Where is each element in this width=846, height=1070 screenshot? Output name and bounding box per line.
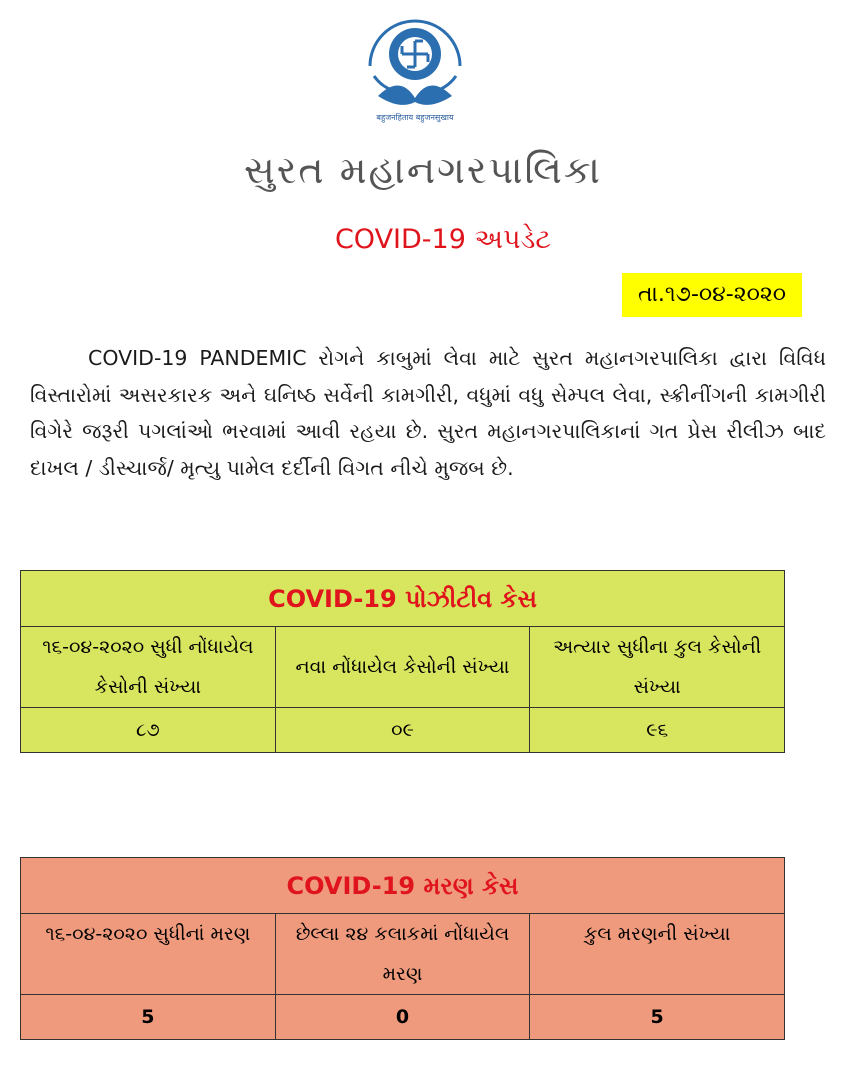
column-header: અત્યાર સુધીના કુલ કેસોની સંખ્યા bbox=[530, 627, 785, 708]
table-cell: 5 bbox=[530, 995, 785, 1040]
table-cell: 0 bbox=[275, 995, 530, 1040]
table-heading-row bbox=[21, 858, 785, 914]
page-subtitle: COVID-19 અપડેટ bbox=[334, 224, 552, 255]
column-header: છેલ્લા ૨૪ કલાકમાં નોંધાયેલ મરણ bbox=[275, 914, 530, 995]
positive-cases-table bbox=[20, 570, 785, 753]
table-header-row bbox=[21, 914, 785, 995]
page-title: સુરત મહાનગરપાલિકા bbox=[244, 148, 602, 192]
death-table-heading: COVID-19 મરણ કેસ bbox=[21, 858, 785, 914]
column-header: ૧૬-૦૪-૨૦૨૦ સુધીનાં મરણ bbox=[21, 914, 276, 995]
column-header: કુલ મરણની સંખ્યા bbox=[530, 914, 785, 995]
table-heading-row bbox=[21, 571, 785, 627]
intro-paragraph: COVID-19 PANDEMIC રોગને કાબુમાં લેવા માટે સુરત મહાનગરપાલિકા દ્વારા વિવિધ વિસ્તારોમાં અસરકારક અને ઘનિષ્ઠ સર્વેની કામગીરી, વધુમાં વધુ સેમ્પલ લેવા, સ્ક્રીનીંગની કામગીરી વિગેરે જરૂરી પગલાંઓ ભરવામાં આવી રહયા છે. સુરત મહાનગરપાલિકાનાં ગત પ્રેસ રીલીઝ બાદ દાખલ / ડીસ્ચાર્જ/ મૃત્યુ પામેલ દર્દીની વિગત નીચે મુજબ છે. bbox=[30, 346, 826, 480]
date-badge: તા.૧૭-૦૪-૨૦૨૦ bbox=[622, 273, 802, 317]
column-header: નવા નોંધાયેલ કેસોની સંખ્યા bbox=[275, 627, 530, 708]
logo-caption: बहुजनहिताय बहुजनसुखाय bbox=[376, 113, 454, 122]
table-cell: 5 bbox=[21, 995, 276, 1040]
table-header-row bbox=[21, 627, 785, 708]
death-cases-table bbox=[20, 857, 785, 1040]
positive-table-heading: COVID-19 પોઝીટીવ કેસ bbox=[21, 571, 785, 627]
table-row bbox=[21, 995, 785, 1040]
table-row bbox=[21, 708, 785, 753]
table-cell: ૯૬ bbox=[530, 708, 785, 753]
surat-municipal-corporation-logo bbox=[360, 6, 470, 124]
table-cell: ૦૯ bbox=[275, 708, 530, 753]
column-header: ૧૬-૦૪-૨૦૨૦ સુધી નોંધાયેલ કેસોની સંખ્યા bbox=[21, 627, 276, 708]
table-cell: ૮૭ bbox=[21, 708, 276, 753]
